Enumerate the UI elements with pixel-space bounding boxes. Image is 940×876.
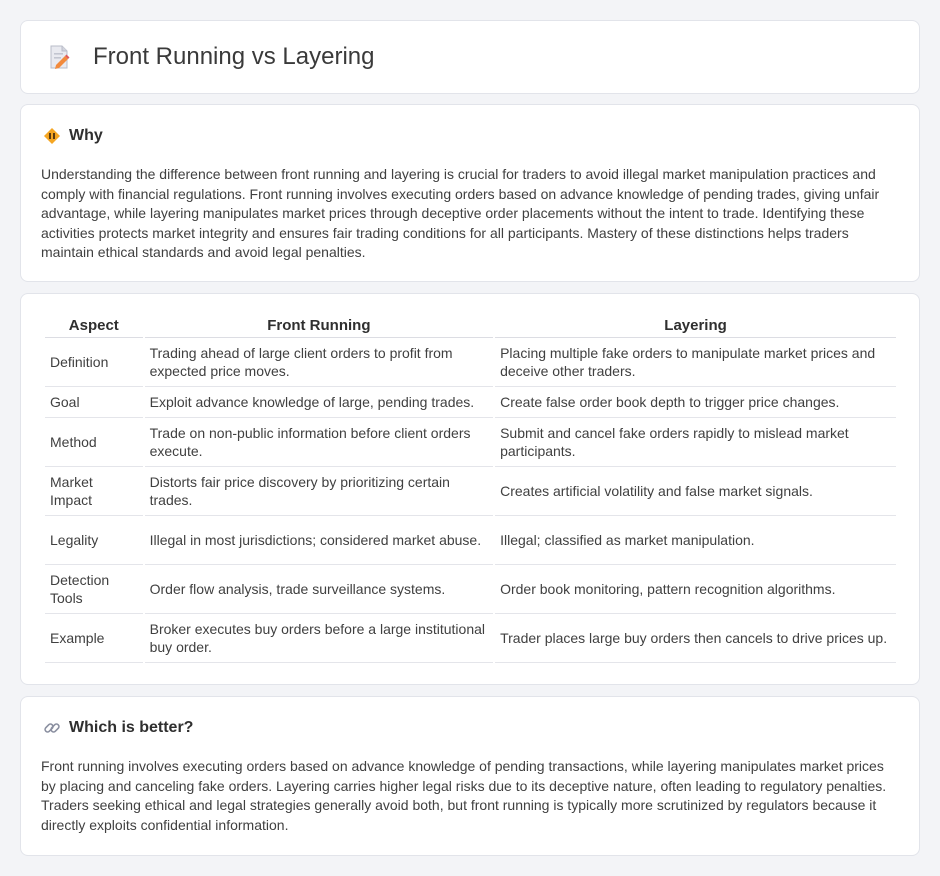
row-aspect: Goal	[45, 387, 143, 418]
row-aspect: Definition	[45, 338, 143, 387]
row-layering: Illegal; classified as market manipulation.	[495, 516, 896, 565]
row-layering: Placing multiple fake orders to manipulate market prices and deceive other traders.	[495, 338, 896, 387]
row-front-running: Distorts fair price discovery by prioritizing certain trades.	[145, 467, 493, 516]
row-front-running: Illegal in most jurisdictions; considered market abuse.	[145, 516, 493, 565]
row-front-running: Broker executes buy orders before a large institutional buy order.	[145, 614, 493, 663]
table-row	[45, 614, 896, 663]
row-layering: Submit and cancel fake orders rapidly to mislead market participants.	[495, 418, 896, 467]
row-front-running: Trade on non-public information before client orders execute.	[145, 418, 493, 467]
comparison-table	[43, 316, 898, 663]
header-layering: Layering	[495, 316, 896, 338]
why-text: Understanding the difference between front running and layering is crucial for traders to avoid illegal market manipulation practices and comply with financial regulations. Front running involves executing orders based on advance knowledge of pending trades, giving unfair advantage, while layering manipulates market prices through deceptive order placements without the intent to trade. Identifying these activities protects market integrity and ensures fair trading conditions for all participants. Mastery of these distinctions helps traders maintain ethical standards and avoid legal penalties.	[41, 166, 880, 261]
table-row	[45, 387, 896, 418]
row-aspect: Legality	[45, 516, 143, 565]
document-pencil-icon	[45, 43, 73, 71]
which-is-better-heading: Which is better?	[69, 719, 194, 736]
diamond-sign-icon	[43, 127, 61, 145]
comparison-table-card	[20, 293, 920, 685]
table-row	[45, 418, 896, 467]
table-row	[45, 467, 896, 516]
row-aspect: Market Impact	[45, 467, 143, 516]
table-header-row	[45, 316, 896, 338]
row-front-running: Order flow analysis, trade surveillance systems.	[145, 565, 493, 614]
row-aspect: Example	[45, 614, 143, 663]
header-front-running: Front Running	[145, 316, 493, 338]
row-layering: Create false order book depth to trigger price changes.	[495, 387, 896, 418]
why-heading: Why	[69, 127, 103, 144]
page-title: Front Running vs Layering	[93, 43, 375, 70]
row-front-running: Trading ahead of large client orders to profit from expected price moves.	[145, 338, 493, 387]
link-icon	[43, 719, 61, 737]
header-aspect: Aspect	[45, 316, 143, 338]
row-front-running: Exploit advance knowledge of large, pending trades.	[145, 387, 493, 418]
row-aspect: Detection Tools	[45, 565, 143, 614]
row-aspect: Method	[45, 418, 143, 467]
table-row	[45, 565, 896, 614]
which-is-better-card	[20, 696, 920, 856]
row-layering: Order book monitoring, pattern recognition algorithms.	[495, 565, 896, 614]
row-layering: Trader places large buy orders then cancels to drive prices up.	[495, 614, 896, 663]
table-row	[45, 516, 896, 565]
why-card	[20, 104, 920, 282]
which-is-better-text: Front running involves executing orders based on advance knowledge of pending transactions, while layering manipulates market prices by placing and canceling fake orders. Layering carries higher legal risks due to its deceptive nature, often leading to regulatory penalties. Traders seeking ethical and legal strategies generally avoid both, but front running is typically more scrutinized by regulators because it directly exploits confidential information.	[41, 758, 887, 833]
row-layering: Creates artificial volatility and false market signals.	[495, 467, 896, 516]
table-row	[45, 338, 896, 387]
title-card	[20, 20, 920, 94]
